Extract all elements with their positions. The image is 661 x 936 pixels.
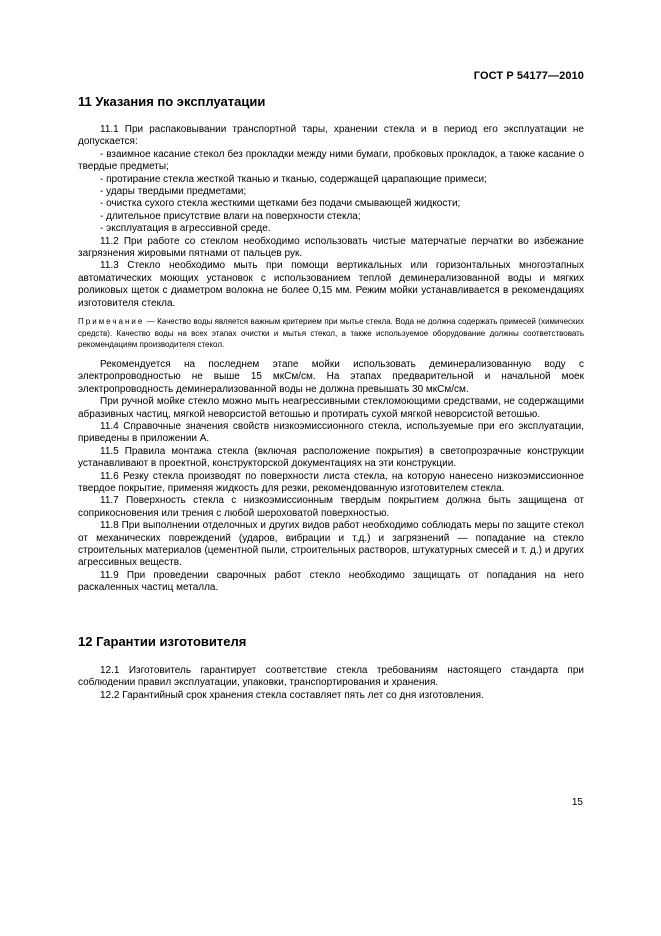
- list-item: - длительное присутствие влаги на поверхности стекла;: [100, 210, 361, 222]
- standard-number: ГОСТ Р 54177—2010: [473, 70, 584, 82]
- list-item: - протирание стекла жесткой тканью и тканью, содержащей царапающие примеси;: [100, 173, 487, 185]
- paragraph-11-1: 11.1 При распаковывании транспортной тары, хранении стекла и в период его эксплуатации не допускается:: [78, 124, 584, 148]
- paragraph-11-9: 11.9 При проведении сварочных работ стекло необходимо защищать от попадания на него раскаленных частиц металла.: [78, 569, 584, 594]
- section-12-heading: 12 Гарантии изготовителя: [78, 634, 247, 649]
- section-11-body: [78, 124, 584, 595]
- paragraph-manual-wash: При ручной мойке стекло можно мыть неагрессивными стекломоющими средствами, не содержащими абразивных частиц, мягкой неворсистой ветошью и протирать сухой мягкой неворсистой ветошью.: [78, 396, 584, 420]
- list-item: - взаимное касание стекол без прокладки между ними бумаги, пробковых прокладок, а также касание о твердые предметы;: [78, 148, 584, 173]
- paragraph-11-3: 11.3 Стекло необходимо мыть при помощи вертикальных или горизонтальных многоэтапных автоматических моющих установок с использованием теплой деминерализованной воды и мягких роликовых щеток с диаметром волокна не более 0,15 мм. Режим мойки устанавливается в рекомендациях изготовителя стекла.: [78, 260, 584, 309]
- note: [78, 316, 584, 351]
- note-label: Примечание: [78, 317, 145, 327]
- list-item: - удары твердыми предметами;: [100, 186, 247, 198]
- paragraph-11-5: 11.5 Правила монтажа стекла (включая расположение покрытия) в светопрозрачные конструкции устанавливают в проектной, конструкторской документациях на эти конструкции.: [78, 445, 584, 470]
- list-item: - очистка сухого стекла жесткими щетками без подачи смывающей жидкости;: [100, 198, 461, 210]
- page-number: 15: [571, 797, 583, 808]
- paragraph-12-2: 12.2 Гарантийный срок хранения стекла составляет пять лет со дня изготовления.: [100, 689, 484, 701]
- section-11-heading: 11 Указания по эксплуатации: [78, 94, 266, 109]
- note-text: — Качество воды является важным критерием при мытье стекла. Вода не должна содержать примесей (химических средств). Качество воды на всех этапах очистки и мытья стекол, а также используемое оборудование должны соответствовать рекомендациям производителя стекол.: [78, 317, 584, 350]
- paragraph-11-8: 11.8 При выполнении отделочных и других видов работ необходимо соблюдать меры по защите стекол от механических повреждений (ударов, вибрации и т.д.) и загрязнений — попадание на стекло строительных материалов (цементной пыли, строительных растворов, штукатурных смесей и т. д.) и других агрессивных веществ.: [78, 520, 584, 569]
- paragraph-11-2: 11.2 При работе со стеклом необходимо использовать чистые матерчатые перчатки во избежание загрязнения жировыми пятнами от пальцев рук.: [78, 235, 584, 260]
- paragraph-11-7: 11.7 Поверхность стекла с низкоэмиссионным твердым покрытием должна быть защищена от соприкосновения или трения с любой шероховатой поверхностью.: [78, 495, 584, 519]
- paragraph-11-6: 11.6 Резку стекла производят по поверхности листа стекла, на которую нанесено низкоэмиссионное твердое покрытие, применяя жидкость для резки, рекомендованную изготовителем стекла.: [78, 470, 584, 494]
- paragraph-11-4: 11.4 Справочные значения свойств низкоэмиссионного стекла, используемые при его эксплуатации, приведены в приложении А.: [78, 420, 584, 445]
- paragraph-rinse: Рекомендуется на последнем этапе мойки использовать деминерализованную воду с электропроводностью не выше 15 мкСм/см. На этапах предварительной и начальной моек электропроводность деминерализованной воды не должна превышать 30 мкСм/см.: [78, 358, 584, 395]
- section-12-body: [78, 665, 584, 702]
- paragraph-12-1: 12.1 Изготовитель гарантирует соответствие стекла требованиям настоящего стандарта при соблюдении правил эксплуатации, упаковки, транспортирования и хранения.: [78, 665, 584, 689]
- list-item: - эксплуатация в агрессивной среде.: [100, 223, 271, 235]
